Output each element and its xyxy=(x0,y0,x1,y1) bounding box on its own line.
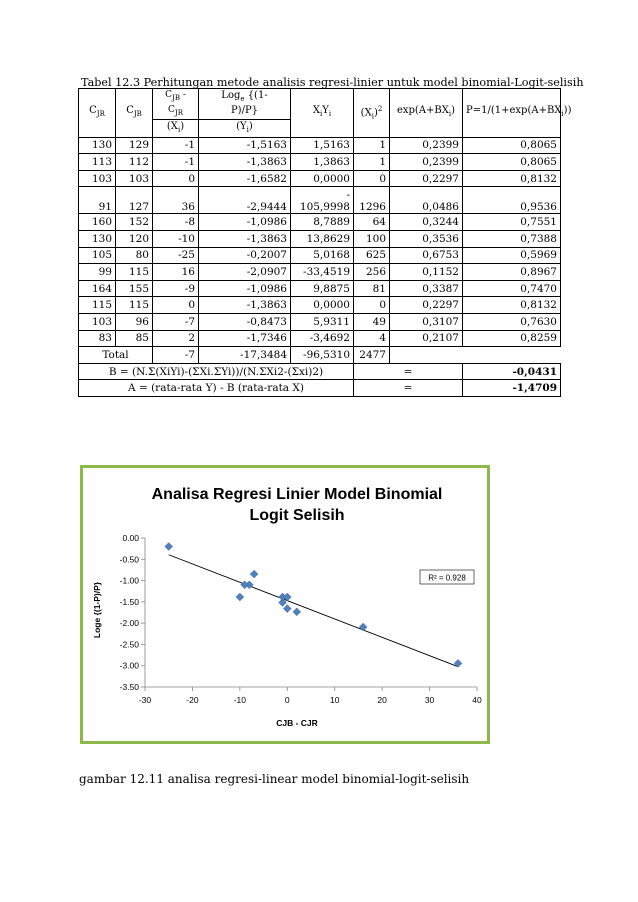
cell-exp: 0,2297 xyxy=(390,170,463,187)
cell-xy: -33,4519 xyxy=(291,264,354,281)
table-row xyxy=(79,313,561,330)
cell-cjb: 80 xyxy=(116,247,153,264)
cell-cjb: 129 xyxy=(116,137,153,154)
scatter-chart xyxy=(83,468,487,741)
cell-xy xyxy=(291,187,354,214)
header-x2: $(X_i)^2$ xyxy=(354,89,390,138)
y-tick-label: -1.50 xyxy=(119,596,139,607)
cell-exp: 0,3536 xyxy=(390,230,463,247)
cell-x2: 256 xyxy=(354,264,390,281)
cell-x: -10 xyxy=(153,230,199,247)
cell-x2: 1 xyxy=(354,137,390,154)
formula-b-text: B = (N.Σ(XiYi)-(ΣXi.ΣYi))/(N.ΣXi2-(Σxi)2) xyxy=(79,363,354,380)
cell-x: 16 xyxy=(153,264,199,281)
cell-cjr: 99 xyxy=(79,264,116,281)
cell-x: 0 xyxy=(153,170,199,187)
cell-p: 0,7630 xyxy=(463,313,561,330)
y-tick-label: -1.00 xyxy=(119,575,139,586)
table-row xyxy=(79,247,561,264)
y-tick-label: -2.50 xyxy=(119,639,139,650)
header-cjb: $C_{JB}$ xyxy=(116,89,153,138)
cell-x2: 1296 xyxy=(354,187,390,214)
cell-cjb: 120 xyxy=(116,230,153,247)
cell-xy-value: 105,9998 xyxy=(299,201,350,214)
cell-y: -2,0907 xyxy=(199,264,291,281)
cell-cjb: 152 xyxy=(116,214,153,231)
cell-xy: 1,3863 xyxy=(291,154,354,171)
cell-y: -1,0986 xyxy=(199,214,291,231)
cell-p: 0,7388 xyxy=(463,230,561,247)
cell-x2: 1 xyxy=(354,154,390,171)
x-tick-label: -10 xyxy=(233,695,247,705)
table-row xyxy=(79,297,561,314)
cell-xy: 1,5163 xyxy=(291,137,354,154)
cell-p: 0,7551 xyxy=(463,214,561,231)
cell-y: -1,0986 xyxy=(199,280,291,297)
cell-y: -0,8473 xyxy=(199,313,291,330)
cell-x: -9 xyxy=(153,280,199,297)
cell-exp: 0,1152 xyxy=(390,264,463,281)
header-exp: $\exp(A+BX_i)$ xyxy=(390,89,463,138)
cell-x2: 625 xyxy=(354,247,390,264)
formula-a-row xyxy=(79,380,561,397)
y-tick-label: -3.50 xyxy=(119,682,139,692)
cell-cjb: 155 xyxy=(116,280,153,297)
table-row xyxy=(79,330,561,347)
x-tick-label: 30 xyxy=(424,695,435,705)
cell-xy: 9,8875 xyxy=(291,280,354,297)
cell-y: -1,6582 xyxy=(199,170,291,187)
cell-cjb: 103 xyxy=(116,170,153,187)
cell-cjr: 103 xyxy=(79,170,116,187)
table-row xyxy=(79,187,561,214)
x-axis-label: CJB - CJR xyxy=(276,718,318,728)
total-x2: 2477 xyxy=(354,347,390,364)
header-xi: $(X_i)$ xyxy=(153,119,199,137)
y-tick-label: -3.00 xyxy=(119,660,139,671)
cell-xy: 8,7889 xyxy=(291,214,354,231)
cell-xy: -3,4692 xyxy=(291,330,354,347)
cell-y: -2,9444 xyxy=(199,187,291,214)
cell-cjb: 96 xyxy=(116,313,153,330)
cell-cjr: 164 xyxy=(79,280,116,297)
cell-exp: 0,2297 xyxy=(390,297,463,314)
cell-xy: 5,0168 xyxy=(291,247,354,264)
cell-x2: 49 xyxy=(354,313,390,330)
cell-cjr: 103 xyxy=(79,313,116,330)
cell-cjr: 115 xyxy=(79,297,116,314)
cell-xy: 13,8629 xyxy=(291,230,354,247)
cell-x: 36 xyxy=(153,187,199,214)
cell-p: 0,7470 xyxy=(463,280,561,297)
formula-b-row xyxy=(79,363,561,380)
chart-title-line-1: Analisa Regresi Linier Model Binomial xyxy=(151,486,443,503)
cell-exp: 0,0486 xyxy=(390,187,463,214)
regression-table xyxy=(78,88,572,397)
header-cjr: $C_{JR}$ xyxy=(79,89,116,138)
cell-cjb: 115 xyxy=(116,297,153,314)
data-point xyxy=(359,623,367,631)
equals-sign: = xyxy=(354,380,463,397)
cell-exp: 0,3244 xyxy=(390,214,463,231)
total-xy: -96,5310 xyxy=(291,347,354,364)
cell-p: 0,8065 xyxy=(463,137,561,154)
table-row xyxy=(79,154,561,171)
total-y: -17,3484 xyxy=(199,347,291,364)
cell-cjr: 105 xyxy=(79,247,116,264)
empty-cell xyxy=(390,347,561,364)
cell-x: -7 xyxy=(153,313,199,330)
cell-x2: 0 xyxy=(354,297,390,314)
data-point xyxy=(454,659,462,667)
total-x: -7 xyxy=(153,347,199,364)
cell-p: 0,8132 xyxy=(463,170,561,187)
table-caption: Tabel 12.3 Perhitungan metode analisis regresi-linier untuk model binomial-Logit-selisih xyxy=(81,76,584,89)
header-xy: $X_iY_i$ xyxy=(291,89,354,138)
cell-x2: 81 xyxy=(354,280,390,297)
header-p: $P=1/(1+\exp(A+BX_i))$ xyxy=(463,89,561,138)
total-row xyxy=(79,347,561,364)
header-log: Log$_e$ {(1- P)/P} xyxy=(199,89,291,120)
cell-x: -8 xyxy=(153,214,199,231)
cell-p: 0,8259 xyxy=(463,330,561,347)
table-row xyxy=(79,230,561,247)
cell-cjr: 160 xyxy=(79,214,116,231)
cell-xy: 0,0000 xyxy=(291,297,354,314)
table-row xyxy=(79,280,561,297)
y-tick-label: -2.00 xyxy=(119,618,139,629)
cell-cjb: 127 xyxy=(116,187,153,214)
chart-title-line-2: Logit Selisih xyxy=(249,507,345,524)
cell-x: -1 xyxy=(153,137,199,154)
cell-y: -0,2007 xyxy=(199,247,291,264)
cell-xy: 5,9311 xyxy=(291,313,354,330)
cell-cjr: 130 xyxy=(79,137,116,154)
table-row xyxy=(79,170,561,187)
chart-frame xyxy=(80,465,490,744)
cell-exp: 0,2107 xyxy=(390,330,463,347)
cell-x: -1 xyxy=(153,154,199,171)
data-point xyxy=(293,608,301,616)
cell-cjr: 91 xyxy=(79,187,116,214)
cell-exp: 0,6753 xyxy=(390,247,463,264)
x-tick-label: -20 xyxy=(186,695,199,705)
equals-sign: = xyxy=(354,363,463,380)
cell-cjr: 83 xyxy=(79,330,116,347)
cell-y: -1,7346 xyxy=(199,330,291,347)
cell-cjb: 115 xyxy=(116,264,153,281)
cell-cjb: 112 xyxy=(116,154,153,171)
cell-cjb: 85 xyxy=(116,330,153,347)
cell-p: 0,5969 xyxy=(463,247,561,264)
formula-a-text: A = (rata-rata Y) - B (rata-rata X) xyxy=(79,380,354,397)
figure-caption: gambar 12.11 analisa regresi-linear model binomial-logit-selisih xyxy=(79,772,470,786)
cell-cjr: 130 xyxy=(79,230,116,247)
data-point xyxy=(165,543,173,551)
r2-label: R² = 0.928 xyxy=(428,573,466,583)
cell-x2: 100 xyxy=(354,230,390,247)
header-row xyxy=(79,89,561,120)
total-label: Total xyxy=(79,347,153,364)
cell-p: 0,9536 xyxy=(463,187,561,214)
cell-y: -1,3863 xyxy=(199,230,291,247)
y-tick-label: -0.50 xyxy=(119,554,139,565)
cell-exp: 0,3107 xyxy=(390,313,463,330)
cell-cjr: 113 xyxy=(79,154,116,171)
formula-b-value: -0,0431 xyxy=(463,363,561,380)
cell-exp: 0,3387 xyxy=(390,280,463,297)
table-row xyxy=(79,264,561,281)
cell-p: 0,8967 xyxy=(463,264,561,281)
table-row xyxy=(79,214,561,231)
header-diff: $C_{JB}$ - $C_{JR}$ xyxy=(153,89,199,120)
cell-p: 0,8065 xyxy=(463,154,561,171)
cell-x2: 0 xyxy=(354,170,390,187)
y-tick-label: 0.00 xyxy=(122,533,139,543)
cell-x: -25 xyxy=(153,247,199,264)
table-row xyxy=(79,137,561,154)
cell-exp: 0,2399 xyxy=(390,137,463,154)
trendline xyxy=(169,555,458,667)
data-point xyxy=(250,570,258,578)
data-point xyxy=(283,605,291,613)
cell-x: 0 xyxy=(153,297,199,314)
data-point xyxy=(241,581,249,589)
cell-x: 2 xyxy=(153,330,199,347)
cell-x2: 64 xyxy=(354,214,390,231)
y-axis-label: Loge {(1-P)/P} xyxy=(92,581,102,639)
cell-y: -1,3863 xyxy=(199,154,291,171)
data-point xyxy=(236,593,244,601)
cell-xy: 0,0000 xyxy=(291,170,354,187)
x-tick-label: 40 xyxy=(472,695,482,705)
cell-y: -1,3863 xyxy=(199,297,291,314)
cell-p: 0,8132 xyxy=(463,297,561,314)
x-tick-label: 10 xyxy=(329,695,340,705)
x-tick-label: 20 xyxy=(377,695,387,705)
x-tick-label: 0 xyxy=(284,695,290,705)
header-yi: $(Y_i)$ xyxy=(199,119,291,137)
formula-a-value: -1,4709 xyxy=(463,380,561,397)
x-tick-label: -30 xyxy=(138,695,152,705)
cell-exp: 0,2399 xyxy=(390,154,463,171)
cell-xy-sign: - xyxy=(346,189,350,202)
cell-y: -1,5163 xyxy=(199,137,291,154)
cell-x2: 4 xyxy=(354,330,390,347)
